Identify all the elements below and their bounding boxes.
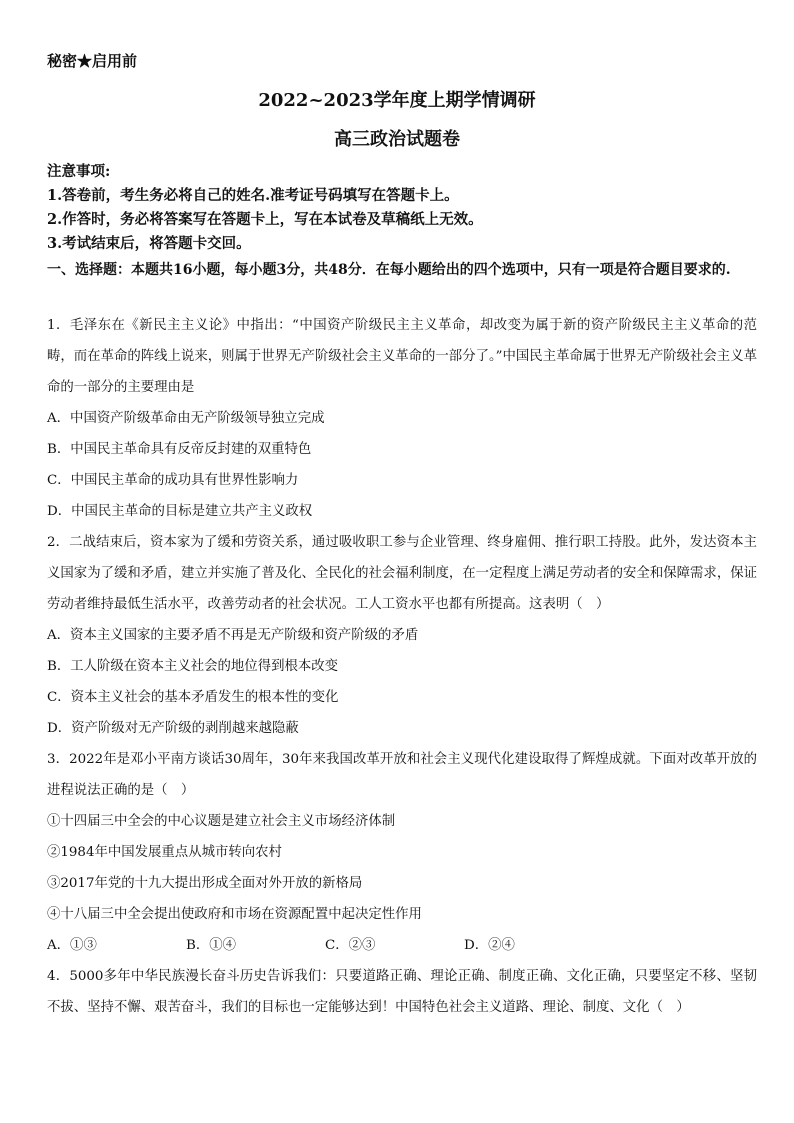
section-heading: 一、选择题：本题共16小题，每小题3分，共48分．在每小题给出的四个选项中，只有一项是符合题目要求的. (47, 262, 731, 278)
notice-item: 1.答卷前，考生务必将自己的姓名.准考证号码填写在答题卡上。 (47, 187, 459, 204)
exam-subtitle: 高三政治试题卷 (334, 129, 460, 150)
option-b: B．工人阶级在资本主义社会的地位得到根本改变 (47, 659, 339, 674)
option-a: A．资本主义国家的主要矛盾不再是无产阶级和资产阶级的矛盾 (47, 628, 419, 643)
statement-item: ③2017年党的十九大提出形成全面对外开放的新格局 (47, 876, 363, 891)
exam-title: 2022~2023学年度上期学情调研 (258, 90, 536, 111)
confidential-mark: 秘密★启用前 (47, 52, 138, 70)
question-stem: 2．二战结束后，资本家为了缓和劳资关系，通过吸收职工参与企业管理、终身雇佣、推行职工持股。此外，发达资本主义国家为了缓和矛盾，建立并实施了普及化、全民化的社会福利制度，在一定程度上满足劳动者的安全和保障需求，保证劳动者维持最低生活水平，改善劳动者的社会状况。工人工资水平也都有所提高。这表明（ ） (47, 535, 757, 612)
notice-item: 3.考试结束后，将答题卡交回。 (47, 235, 251, 252)
question-stem: 3．2022年是邓小平南方谈话30周年，30年来我国改革开放和社会主义现代化建设取得了辉煌成就。下面对改革开放的进程说法正确的是（ ） (47, 752, 757, 798)
option-a: A．①③ (47, 938, 97, 953)
option-c: C．资本主义社会的基本矛盾发生的根本性的变化 (47, 690, 339, 705)
option-d: D．资产阶级对无产阶级的剥削越来越隐蔽 (47, 721, 299, 736)
notice-block (47, 160, 767, 256)
notice-heading: 注意事项: (47, 163, 111, 180)
notice-item: 2.作答时，务必将答案写在答题卡上，写在本试卷及草稿纸上无效。 (47, 211, 483, 228)
option-a: A．中国资产阶级革命由无产阶级领导独立完成 (47, 411, 325, 426)
option-b: B．①④ (186, 938, 237, 953)
option-d: D．中国民主革命的目标是建立共产主义政权 (47, 504, 313, 519)
statement-item: ①十四届三中全会的中心议题是建立社会主义市场经济体制 (47, 814, 396, 829)
options-row (47, 930, 757, 961)
option-b: B．中国民主革命具有反帝反封建的双重特色 (47, 442, 312, 457)
option-d: D．②④ (464, 938, 515, 953)
questions-block (47, 310, 757, 1023)
option-c: C．②③ (325, 938, 376, 953)
option-c: C．中国民主革命的成功具有世界性影响力 (47, 473, 299, 488)
question-stem: 1．毛泽东在《新民主主义论》中指出：“中国资产阶级民主主义革命，却改变为属于新的资产阶级民主主义革命的范畴，而在革命的阵线上说来，则属于世界无产阶级社会主义革命的一部分了。”中国民主革命属于世界无产阶级社会主义革命的一部分的主要理由是 (47, 318, 757, 395)
question-stem: 4．5000多年中华民族漫长奋斗历史告诉我们：只要道路正确、理论正确、制度正确、文化正确，只要坚定不移、坚韧不拔、坚持不懈、艰苦奋斗，我们的目标也一定能够达到！中国特色社会主义道路、理论、制度、文化（ ） (47, 969, 757, 1015)
statement-item: ②1984年中国发展重点从城市转向农村 (47, 845, 282, 860)
statement-item: ④十八届三中全会提出使政府和市场在资源配置中起决定性作用 (47, 907, 422, 922)
